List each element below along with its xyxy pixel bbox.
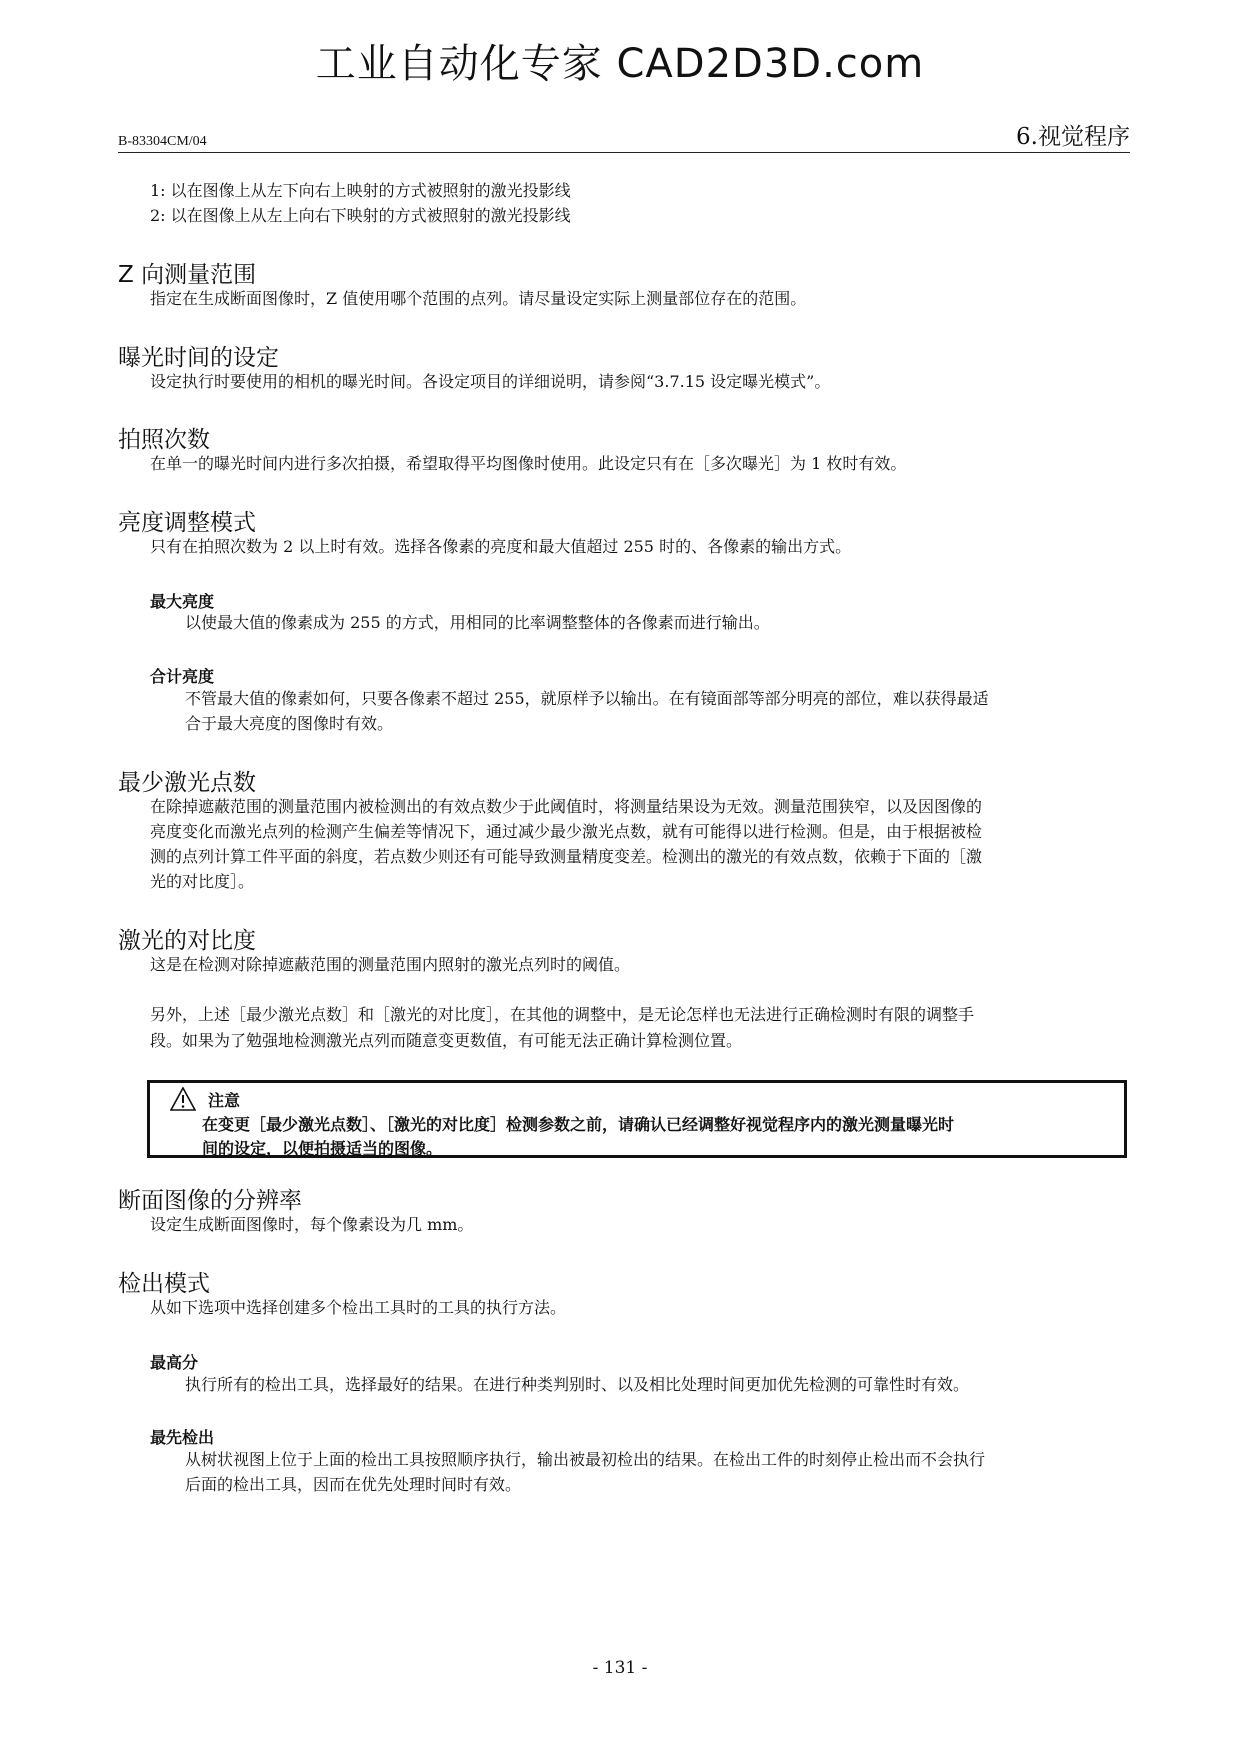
section-title-detect-mode: 检出模式 xyxy=(118,1271,210,1297)
notice-body xyxy=(202,1113,1112,1161)
section-title-brightness-mode: 亮度调整模式 xyxy=(118,510,256,536)
section-title-min-laser: 最少激光点数 xyxy=(118,770,256,796)
subsection-body-best-score: 执行所有的检出工具，选择最好的结果。在进行种类判别时、以及相比处理时间更加优先检测的可靠性时有效。 xyxy=(185,1375,970,1394)
subsection-body-sum-brightness-line-2: 合于最大亮度的图像时有效。 xyxy=(185,714,394,733)
subsection-title-first-found: 最先检出 xyxy=(150,1428,215,1447)
site-banner: 工业自动化专家 CAD2D3D.com xyxy=(315,41,925,87)
section-extra-contrast-line-1: 另外，上述［最少激光点数］和［激光的对比度］，在其他的调整中，是无论怎样也无法进行正确检测时有限的调整手 xyxy=(150,1005,975,1024)
subsection-body-first-found-line-2: 后面的检出工具，因而在优先处理时间时有效。 xyxy=(185,1475,522,1494)
section-title-resolution: 断面图像的分辨率 xyxy=(118,1188,302,1214)
subsection-title-max-brightness: 最大亮度 xyxy=(150,592,215,611)
intro-item-2: 2: 以在图像上从左上向右下映射的方式被照射的激光投影线 xyxy=(150,206,571,225)
page-number: - 131 - xyxy=(592,1658,648,1678)
subsection-title-best-score: 最高分 xyxy=(150,1353,199,1372)
subsection-body-sum-brightness-line-1: 不管最大值的像素如何，只要各像素不超过 255，就原样予以输出。在有镜面部等部分明亮的部位，难以获得最适 xyxy=(185,689,989,708)
section-title-exposure: 曝光时间的设定 xyxy=(118,345,279,371)
notice-body-line-1: 在变更［最少激光点数］、［激光的对比度］检测参数之前，请确认已经调整好视觉程序内的激光测量曝光时 xyxy=(202,1115,955,1134)
section-body-min-laser-line-3: 测的点列计算工件平面的斜度，若点数少则还有可能导致测量精度变差。检测出的激光的有效点数，依赖于下面的［激 xyxy=(150,847,983,866)
notice-box xyxy=(147,1080,1127,1158)
intro-item-1: 1: 以在图像上从左下向右上映射的方式被照射的激光投影线 xyxy=(150,181,571,200)
doc-code: B-83304CM/04 xyxy=(118,134,207,149)
notice-body-line-2: 间的设定，以便拍摄适当的图像。 xyxy=(202,1139,443,1158)
section-title-shots: 拍照次数 xyxy=(118,427,210,453)
section-body-detect-mode: 从如下选项中选择创建多个检出工具时的工具的执行方法。 xyxy=(150,1298,567,1317)
section-body-resolution: 设定生成断面图像时，每个像素设为几 mm。 xyxy=(150,1215,474,1234)
section-body-shots: 在单一的曝光时间内进行多次拍摄，希望取得平均图像时使用。此设定只有在［多次曝光］为 1 枚时有效。 xyxy=(150,454,907,473)
section-body-exposure: 设定执行时要使用的相机的曝光时间。各设定项目的详细说明，请参阅“3.7.15 设定曝光模式”。 xyxy=(150,372,831,391)
section-body-z-range: 指定在生成断面图像时，Z 值使用哪个范围的点列。请尽量设定实际上测量部位存在的范围。 xyxy=(150,289,807,308)
subsection-body-first-found-line-1: 从树状视图上位于上面的检出工具按照顺序执行，输出被最初检出的结果。在检出工件的时刻停止检出而不会执行 xyxy=(185,1450,986,1469)
section-body-brightness-mode: 只有在拍照次数为 2 以上时有效。选择各像素的亮度和最大值超过 255 时的、各像素的输出方式。 xyxy=(150,537,852,556)
section-body-contrast: 这是在检测对除掉遮蔽范围的测量范围内照射的激光点列时的阈值。 xyxy=(150,955,631,974)
warning-icon xyxy=(170,1087,196,1111)
notice-title: 注意 xyxy=(208,1091,241,1110)
chapter-title: 6.视觉程序 xyxy=(1016,124,1130,150)
subsection-title-sum-brightness: 合计亮度 xyxy=(150,667,215,686)
section-body-min-laser-line-4: 光的对比度］。 xyxy=(150,872,255,891)
section-title-z-range: Z 向测量范围 xyxy=(118,262,257,288)
page-header xyxy=(118,118,1130,153)
subsection-body-max-brightness: 以使最大值的像素成为 255 的方式，用相同的比率调整整体的各像素而进行输出。 xyxy=(185,613,770,632)
section-title-contrast: 激光的对比度 xyxy=(118,928,256,954)
section-body-min-laser-line-2: 亮度变化而激光点列的检测产生偏差等情况下，通过减少最少激光点数，就有可能得以进行检测。但是，由于根据被检 xyxy=(150,822,983,841)
section-body-min-laser-line-1: 在除掉遮蔽范围的测量范围内被检测出的有效点数少于此阈值时，将测量结果设为无效。测量范围狭窄，以及因图像的 xyxy=(150,797,983,816)
section-extra-contrast-line-2: 段。如果为了勉强地检测激光点列而随意变更数值，有可能无法正确计算检测位置。 xyxy=(150,1031,743,1050)
